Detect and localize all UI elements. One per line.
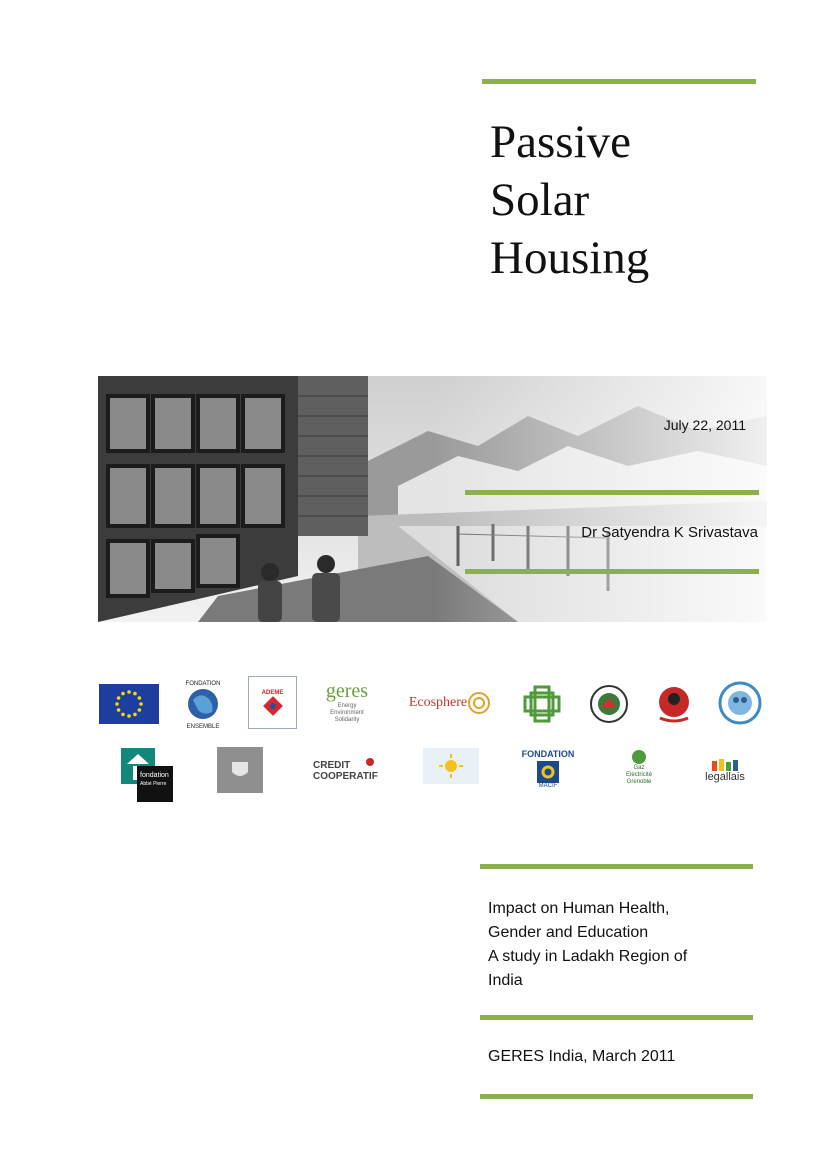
cover-photo [98, 376, 767, 622]
svg-text:FONDATION: FONDATION [185, 681, 221, 687]
eu-flag-logo [99, 684, 159, 724]
study-rule-top [480, 864, 753, 869]
fondation-ensemble-logo [178, 678, 228, 730]
geres-tagline-3: Solidarity [334, 717, 360, 723]
publisher-date: GERES India, March 2011 [488, 1048, 676, 1065]
ecosphere-wordmark: Ecosphere [408, 695, 468, 710]
ecosphere-logo [408, 688, 492, 718]
blue-emblem-logo [717, 680, 763, 726]
macif-line-1: FONDATION [521, 749, 575, 759]
study-rule-bottom [480, 1015, 753, 1020]
red-emblem-logo [652, 682, 696, 726]
ademe-label: ADEME [261, 689, 284, 696]
svg-text:ENSEMBLE: ENSEMBLE [186, 724, 220, 730]
geres-tagline-1: Energy [337, 703, 357, 709]
knot-logo [521, 683, 563, 725]
abbe-pierre-line-2: Abbé Pierre [140, 781, 167, 787]
top-rule [482, 79, 756, 84]
macif-line-2: MACIF [538, 783, 558, 789]
round-emblem-logo [589, 684, 629, 724]
study-line-4: India [488, 972, 523, 989]
geres-wordmark: geres [325, 680, 369, 702]
document-title [490, 113, 790, 287]
study-line-3: A study in Ladakh Region of [488, 948, 688, 965]
document-date: July 22, 2011 [663, 417, 746, 433]
bottom-rule [480, 1094, 753, 1099]
title-line-1: Passive [490, 116, 631, 168]
fondation-abbe-pierre-logo [119, 746, 175, 804]
geres-logo [318, 678, 376, 726]
credit-cooperatif-line-2: COOPERATIF [313, 771, 378, 782]
gaz-line-3: Grenoble [626, 778, 652, 785]
legallais-logo [703, 753, 747, 789]
credit-cooperatif-line-1: CREDIT [313, 760, 351, 771]
title-line-2: Solar [490, 174, 590, 226]
gaz-electricite-grenoble-logo [619, 744, 659, 790]
study-line-2: Gender and Education [488, 924, 649, 941]
title-line-3: Housing [490, 232, 650, 284]
gaz-line-2: Electricité [625, 771, 652, 778]
geres-tagline-2: Environment [330, 710, 364, 716]
credit-cooperatif-logo [313, 753, 379, 789]
author-name: Dr Satyendra K Srivastava [581, 524, 758, 541]
gaz-line-1: Gaz [633, 764, 645, 771]
fondation-macif-logo [519, 746, 577, 792]
legallais-wordmark: legallais [705, 771, 745, 783]
photo-rule-upper [465, 490, 759, 495]
study-line-1: Impact on Human Health, [488, 900, 670, 917]
abbe-pierre-line-1: fondation [140, 772, 169, 779]
photo-rule-lower [465, 569, 759, 574]
ademe-logo [248, 676, 297, 729]
crest-logo [217, 747, 263, 793]
study-subtitle [488, 897, 738, 993]
sun-logo [423, 748, 479, 784]
